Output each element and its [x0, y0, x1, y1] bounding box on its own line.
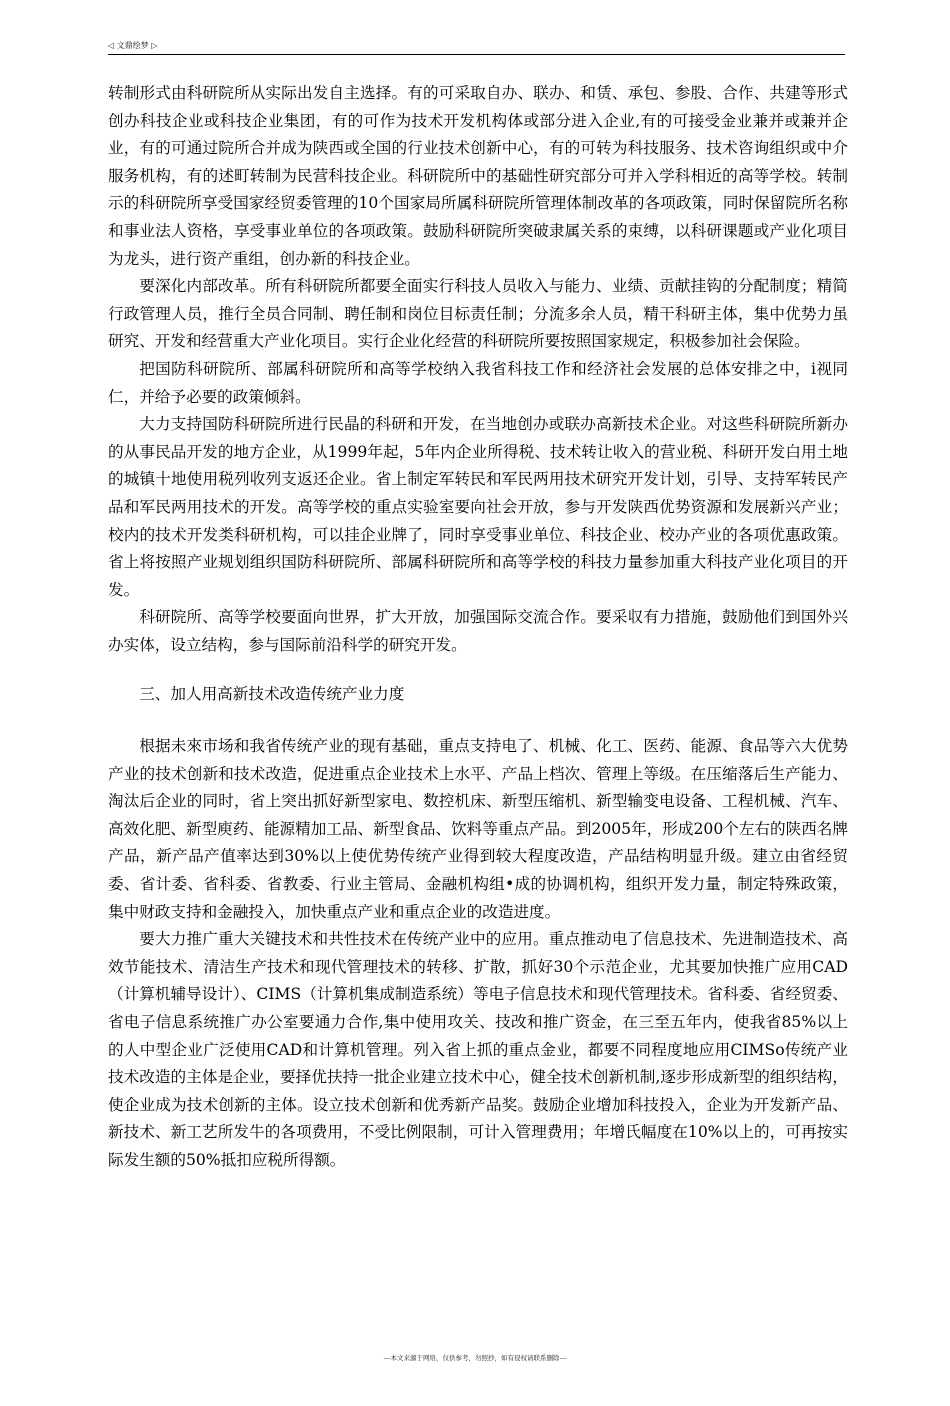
page-footer: ---本文来源于网络，仅供参考，勿照抄，如有侵权请联系删除---	[383, 1354, 567, 1362]
header-mark: ◁ 文鼎绘梦 ▷	[108, 41, 158, 50]
paragraph: 科研院所、高等学校要面向世界，扩大开放，加强国际交流合作。要采収有力措施，鼓励他们到国外兴办实体，设立结构，参与国际前沿科学的研究开发。	[108, 608, 848, 654]
page-header	[108, 38, 845, 55]
paragraph: 把国防科研院所、部属科研院所和高等学校纳入我省科技工作和经济社会发展的总体安排之中，i视同仁，并给予必要的政策倾斜。	[108, 359, 848, 406]
paragraph: 要大力推广重大关键技术和共性技术在传统产业中的应用。重点推动电了信息技术、先进制造技术、高效节能技术、清洁生产技术和现代管理技术的转移、扩散，抓好30个示范企业，尤其要加快推广应用CAD（计算机辅导设计）、CIMS（计算机集成制造系统）等电子信息技术和现代管理技术。省科委、省经贸委、省电子信息系统推广办公室要通力合作,集中使用攻关、技改和推广资金，在三至五年内，使我省85%以上的人中型企业广泛使用CAD和计算机管理。列入省上抓的重点金业，都要不同程度地应用CIMSo传统产业技术改造的主体是企业，要择优扶持一批企业建立技术中心，健全技术创新机制,逐步形成新型的组织结构，使企业成为技术创新的主体。设立技术创新和优秀新产品奖。鼓励企业增加科技投入，企业为开发新产品、新技术、新工艺所发牛的各项费用，不受比例限制，可计入管理费用；年增氏幅度在10%以上的，可再按实际发生额的50%抵扣应税所得额。	[108, 930, 848, 1169]
paragraph: 根据未來市场和我省传统产业的现有基础，重点支持电了、机械、化工、医药、能源、食品等六大优势产业的技术创新和技术改造，促进重点企业技术上水平、产品上档次、管理上等级。在压缩落后生产能力、淘汰后企业的同时，省上突出抓好新型家电、数控机床、新型压缩机、新型输变电设备、工程机械、汽车、高效化肥、新型庾药、能源精加工品、新型食品、饮料等重点产品。到2005年，形成200个左右的陕西名牌产品，新产品产值率达到30%以上使优势传统产业得到较大程度改造，产品结构明显升级。建立由省经贸委、省计委、省科委、省教委、行业主管局、金融机构组•成的协调机构，组织开发力量，制定特殊政策，集中财政支持和金融投入，加快重点产业和重点企业的改造进度。	[108, 737, 848, 921]
document-body	[108, 80, 848, 1175]
paragraph-continued: 转制形式由科研院所从实际出发自主选择。有的可采取自办、联办、和赁、承包、参股、合作、共建等形式创办科技企业或科技企业集团，有的可作为技术开发机构体或部分进入企业,有的可接受金业兼并或兼并企业，有的可通过院所合并成为陕西或全国的行业技术创新中心，有的可转为科技服务、技术咨询组织或中介服务机构，有的述町转制为民营科技企业。科研院所中的基础性研究部分可并入学科相近的高等学校。转制示的科研院所享受国家经贸委管理的10个国家局所属科研院所管理体制改革的各项政策，同时保留院所名称和事业法人资格，享受事业单位的各项政策。鼓励科研院所突破隶属关系的束缚，以科研课题或产业化项目为龙头，进行资产重组，创办新的科技企业。	[108, 84, 848, 268]
paragraph: 要深化内部改革。所有科研院所都要全面实行科技人员收入与能力、业绩、贡献挂钩的分配制度；精简行政管理人员，推行全员合同制、聘任制和岗位目标责任制；分流多余人员，精干科研主体，集中优势力虽研究、开发和经营重大产业化项目。实行企业化经营的科研院所要按照国家规定，积极参加社会保险。	[108, 277, 848, 351]
section-heading: 三、加人用高新技术改造传统产业力度	[139, 685, 405, 704]
paragraph: 大力支持国防科研院所进行民晶的科研和开发，在当地创办或联办高新技术企业。对这些科研院所新办的从事民品开发的地方企业，从1999年起，5年内企业所得税、技术转让收入的营业税、科研开发白用土地的城镇十地使用税列收列支返还企业。省上制定军转民和军民两用技术研究开发计划，引导、支持军转民产品和军民两用技术的开发。高等学校的重点实验室要向社会开放，参与开发陕西优势资源和发展新兴产业；校内的技术开发类科研机构，可以挂企业牌了，同时享受事业单位、科技企业、校办产业的各项优惠政策。省上将按照产业规划组织国防科研院所、部属科研院所和高等学校的科技力量参加重大科技产业化项目的开发。	[108, 415, 848, 599]
